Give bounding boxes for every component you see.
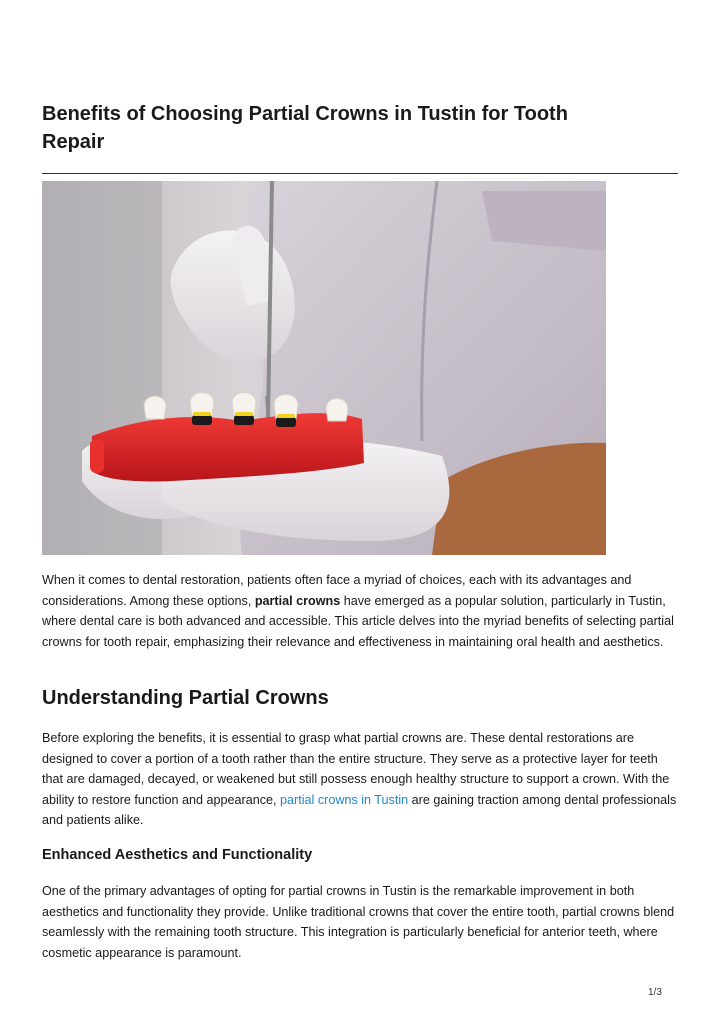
section-heading-understanding: Understanding Partial Crowns	[42, 687, 329, 709]
title-divider	[42, 173, 678, 174]
partial-crowns-link[interactable]: partial crowns in Tustin	[280, 792, 409, 807]
dental-model-photo	[42, 181, 606, 555]
intro-text-start: When it comes to dental restoration, patients often face a myriad of choices, each with its advantages and considerations. Among these options,	[42, 573, 632, 608]
intro-text-end: have emerged as a popular solution, particularly in Tustin, where dental care is both advanced and accessible. This article delves into the myriad benefits of selecting partial crowns for tooth repair, emphasizing their relevance and effectiveness in maintaining oral health and aesthetics.	[42, 593, 674, 649]
page-number: 1/3	[648, 987, 662, 998]
page-title: Benefits of Choosing Partial Crowns in Tustin for Tooth Repair	[42, 103, 568, 153]
intro-paragraph	[42, 570, 682, 652]
bold-term: partial crowns	[254, 593, 341, 608]
section1-text-end: are gaining traction among dental professionals and patients alike.	[42, 792, 677, 828]
section-heading-aesthetics: Enhanced Aesthetics and Functionality	[42, 847, 313, 863]
section-paragraph-understanding	[42, 728, 682, 831]
section1-text-start: Before exploring the benefits, it is essential to grasp what partial crowns are. These dental restorations are designed to cover a portion of a tooth rather than the entire structure. They serve as a protective layer for teeth that are damaged, decayed, or weakened but still possess enough healthy structure to support a crown. With the ability to restore function and appearance,	[42, 731, 670, 807]
section-paragraph-aesthetics: One of the primary advantages of opting for partial crowns in Tustin is the remarkable improvement in both aesthetics and functionality they provide. Unlike traditional crowns that cover the entire tooth, partial crowns blend seamlessly with the remaining tooth structure. This integration is particularly beneficial for anterior teeth, where cosmetic appearance is paramount.	[42, 884, 675, 960]
